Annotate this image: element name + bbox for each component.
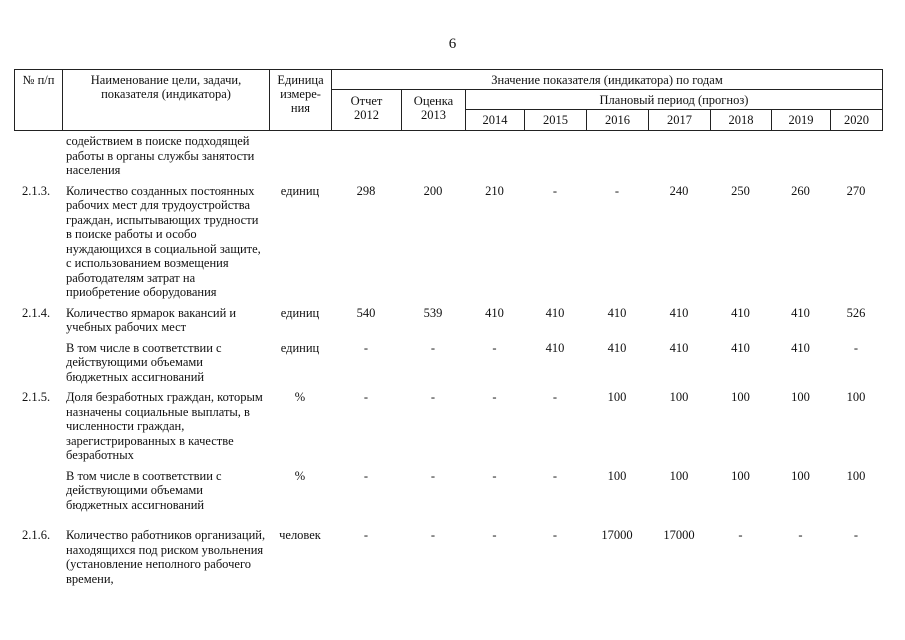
table-header	[14, 69, 883, 131]
row-value: 540	[356, 305, 376, 320]
row-number	[14, 134, 62, 178]
row-value	[331, 134, 401, 178]
row-number: 2.1.6.	[22, 528, 51, 542]
row-name: В том числе в соответствии с действующими объемами бюджетных ассигнований	[66, 468, 222, 512]
row-value: -	[552, 390, 558, 404]
table-row	[14, 528, 882, 586]
row-unit: единиц	[280, 340, 320, 355]
row-value: -	[738, 528, 743, 542]
table-row	[14, 390, 882, 463]
row-value: 250	[731, 183, 750, 198]
table-row	[14, 469, 882, 513]
header-values: Значение показателя (индикатора) по годам	[332, 70, 883, 90]
row-unit	[269, 134, 331, 178]
row-value	[710, 134, 771, 178]
row-value: 100	[791, 468, 810, 483]
table-row	[14, 341, 882, 385]
row-name: В том числе в соответствии с действующими объемами бюджетных ассигнований	[66, 340, 222, 384]
row-number	[14, 469, 62, 513]
row-value: 410	[669, 340, 689, 355]
row-value: 100	[607, 390, 627, 404]
header-num: № п/п	[15, 70, 63, 131]
row-value: 270	[846, 183, 866, 198]
row-name: Количество ярмарок вакансий и учебных рабочих мест	[66, 305, 237, 334]
row-unit: человек	[279, 528, 321, 542]
table-row	[14, 134, 882, 178]
row-value	[771, 134, 830, 178]
header-year: 2018	[711, 110, 772, 131]
row-value: 100	[731, 468, 750, 483]
row-value: 100	[846, 468, 866, 483]
row-value	[586, 134, 648, 178]
header-name: Наименование цели, задачи, показателя (индикатора)	[63, 70, 270, 131]
row-value: 410	[791, 305, 810, 320]
row-name: Доля безработных граждан, которым назначены социальные выплаты, в численности граждан, зарегистрированных в качестве безработных	[66, 390, 263, 462]
row-value: 100	[731, 390, 750, 404]
row-value: -	[614, 183, 620, 198]
row-value: -	[492, 528, 497, 542]
header-year: 2019	[772, 110, 831, 131]
row-value: 410	[545, 340, 565, 355]
header-unit: Единица измере-ния	[270, 70, 332, 131]
header-year: 2020	[831, 110, 883, 131]
row-value	[830, 134, 882, 178]
row-value: 100	[669, 468, 689, 483]
header-plan: Плановый период (прогноз)	[466, 90, 883, 110]
header-year: 2016	[587, 110, 649, 131]
row-value: -	[853, 528, 859, 542]
row-value: 410	[607, 305, 627, 320]
row-value: 410	[607, 340, 627, 355]
row-value: 100	[846, 390, 866, 404]
row-value: -	[430, 528, 436, 542]
header-year: 2014	[466, 110, 525, 131]
row-value: -	[363, 528, 369, 542]
page-number: 6	[448, 36, 457, 52]
header-year: 2015	[525, 110, 587, 131]
row-value: -	[492, 340, 497, 355]
row-value: 210	[485, 183, 504, 198]
table-row	[14, 306, 882, 335]
row-value: 17000	[601, 528, 633, 542]
row-value: 410	[485, 305, 504, 320]
row-unit: единиц	[280, 305, 320, 320]
row-value	[401, 134, 465, 178]
row-number	[14, 341, 62, 385]
row-value	[648, 134, 710, 178]
row-value: 410	[545, 305, 565, 320]
row-value: -	[363, 340, 369, 355]
table-body	[14, 134, 882, 586]
row-value: 100	[607, 468, 627, 483]
row-value: -	[552, 528, 558, 542]
row-value: 410	[791, 340, 810, 355]
row-number: 2.1.4.	[22, 305, 51, 320]
row-name: Количество созданных постоянных рабочих мест для трудоустройства граждан, испытывающих трудности в поиске работы и особо нуждающихся в социальной защите, с использованием возмещения работодателям затрат на приобретение оборудования	[66, 183, 261, 299]
row-value: 100	[791, 390, 810, 404]
row-value	[524, 134, 586, 178]
header-report: Отчет 2012	[332, 90, 402, 131]
row-value: 410	[731, 340, 750, 355]
row-unit: единиц	[280, 183, 320, 198]
row-value: 100	[669, 390, 689, 404]
row-value: -	[430, 468, 436, 483]
row-name: содействием в поиске подходящей работы в органы службы занятости населения	[66, 134, 255, 177]
row-value: 260	[791, 183, 810, 198]
row-value: -	[798, 528, 803, 542]
row-value: 526	[846, 305, 866, 320]
row-unit: %	[294, 468, 306, 483]
row-value: -	[853, 340, 859, 355]
row-value	[465, 134, 524, 178]
row-value: -	[492, 468, 497, 483]
row-value: 200	[423, 183, 443, 198]
row-value: -	[552, 183, 558, 198]
row-value: -	[363, 468, 369, 483]
row-value: 410	[669, 305, 689, 320]
row-number: 2.1.5.	[22, 390, 51, 404]
row-value: 410	[731, 305, 750, 320]
row-value: -	[492, 390, 497, 404]
row-number: 2.1.3.	[22, 183, 51, 198]
row-value: 17000	[663, 528, 695, 542]
row-value: -	[430, 340, 436, 355]
row-unit: %	[294, 390, 306, 404]
row-value: 539	[423, 305, 443, 320]
row-value: -	[552, 468, 558, 483]
row-name: Количество работников организаций, находящихся под риском увольнения (установление неполного рабочего времени,	[66, 528, 266, 586]
header-year: 2017	[649, 110, 711, 131]
row-value: 240	[669, 183, 689, 198]
row-value: -	[430, 390, 436, 404]
row-value: -	[363, 390, 369, 404]
header-estimate: Оценка 2013	[402, 90, 466, 131]
row-value: 298	[356, 183, 376, 198]
table-row	[14, 184, 882, 300]
